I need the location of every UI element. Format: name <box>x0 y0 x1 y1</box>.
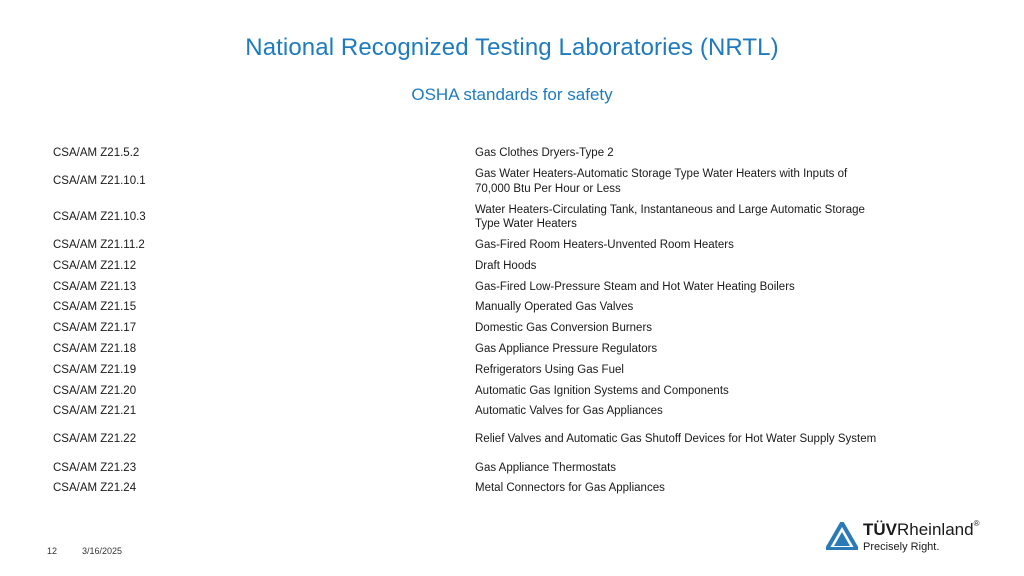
standard-description: Water Heaters-Circulating Tank, Instantaneous and Large Automatic Storage Type Water Heaters <box>475 203 865 231</box>
standard-description: Automatic Gas Ignition Systems and Components <box>475 384 729 397</box>
registered-mark: ® <box>973 519 980 528</box>
standard-description: Gas Water Heaters-Automatic Storage Type Water Heaters with Inputs of 70,000 Btu Per Hour or Less <box>475 168 848 195</box>
standard-description: Manually Operated Gas Valves <box>475 301 634 314</box>
page-title: National Recognized Testing Laboratories (NRTL) <box>245 34 779 61</box>
page-number: 12 <box>47 546 58 556</box>
standard-code: CSA/AM Z21.19 <box>53 363 137 376</box>
standard-code: CSA/AM Z21.22 <box>53 433 137 446</box>
logo-brand-bold: TÜV <box>863 520 897 539</box>
footer-date: 3/16/2025 <box>82 546 123 556</box>
table-row <box>53 164 913 200</box>
standard-description: Gas Appliance Pressure Regulators <box>475 342 658 355</box>
logo-brand-rest: Rheinland <box>897 520 974 539</box>
table-row <box>53 143 913 164</box>
table-row <box>53 422 913 458</box>
standard-code: CSA/AM Z21.13 <box>53 280 137 293</box>
standard-description: Gas Clothes Dryers-Type 2 <box>475 147 614 160</box>
table-row <box>53 380 913 401</box>
table-row <box>53 339 913 360</box>
table-row <box>53 276 913 297</box>
standard-code: CSA/AM Z21.24 <box>53 482 137 495</box>
standard-description: Gas-Fired Room Heaters-Unvented Room Heaters <box>475 238 734 251</box>
standard-code: CSA/AM Z21.10.1 <box>53 175 146 188</box>
standard-description: Draft Hoods <box>475 259 537 272</box>
standard-code: CSA/AM Z21.5.2 <box>53 147 140 160</box>
table-row <box>53 457 913 478</box>
standard-code: CSA/AM Z21.15 <box>53 301 137 314</box>
standard-description: Automatic Valves for Gas Appliances <box>475 405 663 418</box>
standard-description: Refrigerators Using Gas Fuel <box>475 363 624 376</box>
standard-code: CSA/AM Z21.11.2 <box>53 238 145 251</box>
standard-code: CSA/AM Z21.23 <box>53 461 137 474</box>
table-row <box>53 297 913 318</box>
logo-wordmark <box>863 520 979 540</box>
standard-code: CSA/AM Z21.20 <box>53 384 137 397</box>
logo-tagline: Precisely Right. <box>863 541 940 553</box>
table-row <box>53 401 913 422</box>
standard-description: Metal Connectors for Gas Appliances <box>475 482 665 495</box>
standard-code: CSA/AM Z21.18 <box>53 342 137 355</box>
standard-description: Gas-Fired Low-Pressure Steam and Hot Water Heating Boilers <box>475 280 795 293</box>
tuv-rheinland-logo <box>826 520 986 560</box>
table-row <box>53 199 913 235</box>
standards-table <box>53 143 913 499</box>
table-row <box>53 360 913 381</box>
table-row <box>53 478 913 499</box>
standard-description: Gas Appliance Thermostats <box>475 461 617 474</box>
standard-code: CSA/AM Z21.17 <box>53 322 137 335</box>
standard-code: CSA/AM Z21.21 <box>53 405 137 418</box>
standard-code: CSA/AM Z21.12 <box>53 259 137 272</box>
standard-description: Domestic Gas Conversion Burners <box>475 322 653 335</box>
table-row <box>53 235 913 256</box>
standard-code: CSA/AM Z21.10.3 <box>53 210 146 223</box>
page-subtitle: OSHA standards for safety <box>411 85 613 104</box>
triangle-logo-icon <box>826 522 858 550</box>
table-row <box>53 256 913 277</box>
table-row <box>53 318 913 339</box>
standard-description: Relief Valves and Automatic Gas Shutoff Devices for Hot Water Supply System <box>475 433 877 446</box>
